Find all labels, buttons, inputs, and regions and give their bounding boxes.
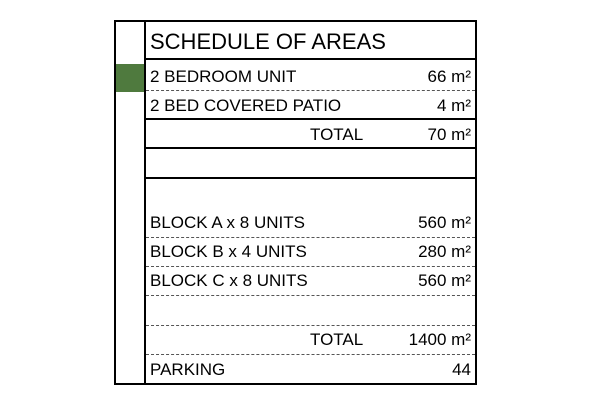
- row-value: 560 m²: [418, 271, 471, 290]
- key-column: [116, 22, 146, 383]
- row-label: BLOCK A x 8 UNITS: [150, 213, 305, 232]
- schedule-title: SCHEDULE OF AREAS: [150, 29, 386, 54]
- parking-value: 44: [452, 360, 471, 379]
- table-row: [146, 91, 475, 120]
- blank-row: [146, 179, 475, 209]
- parking-row: [146, 355, 475, 383]
- unit-color-swatch: [116, 64, 144, 92]
- grand-total-row: [146, 326, 475, 355]
- row-label: BLOCK B x 4 UNITS: [150, 242, 307, 261]
- unit-total-row: [146, 120, 475, 149]
- title-row: [146, 22, 475, 60]
- row-label: 2 BEDROOM UNIT: [150, 67, 297, 86]
- grand-total-label: TOTAL: [310, 330, 364, 349]
- grand-total-value: 1400 m²: [408, 330, 471, 349]
- schedule-of-areas-table: [114, 20, 477, 385]
- row-value: 280 m²: [418, 242, 471, 261]
- row-value: 66 m²: [427, 67, 471, 86]
- table-row: [146, 62, 475, 91]
- table-row: [146, 267, 475, 296]
- unit-total-label: TOTAL: [310, 125, 364, 144]
- row-value: 4 m²: [437, 96, 471, 115]
- table-row: [146, 209, 475, 238]
- row-label: 2 BED COVERED PATIO: [150, 96, 342, 115]
- row-label: BLOCK C x 8 UNITS: [150, 271, 308, 290]
- blank-row: [146, 296, 475, 326]
- row-value: 560 m²: [418, 213, 471, 232]
- unit-total-value: 70 m²: [427, 125, 471, 144]
- blank-row: [146, 149, 475, 179]
- table-row: [146, 238, 475, 267]
- parking-label: PARKING: [150, 360, 226, 379]
